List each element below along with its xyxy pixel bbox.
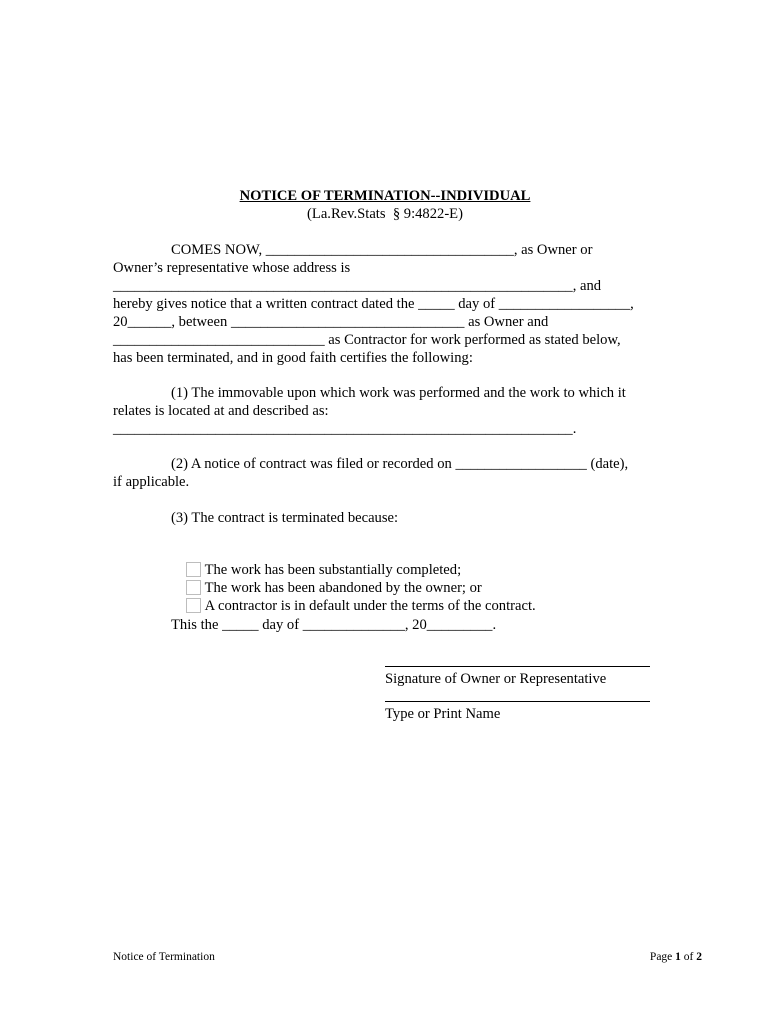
intro-line-3: _______________________________________________________________, and — [113, 278, 602, 294]
intro-line-4: hereby gives notice that a written contract dated the _____ day of __________________, — [113, 296, 634, 312]
intro-line-1: COMES NOW, __________________________________, as Owner or — [171, 242, 593, 258]
print-name-line[interactable] — [385, 701, 650, 702]
item1-line-2: relates is located at and described as: — [113, 403, 329, 419]
item1-line-1: (1) The immovable upon which work was performed and the work to which it — [171, 385, 626, 401]
footer-title: Notice of Termination — [113, 951, 215, 963]
intro-line-7: has been terminated, and in good faith certifies the following: — [113, 350, 473, 366]
option-label: A contractor is in default under the terms of the contract. — [204, 598, 536, 614]
item1-line-3: _______________________________________________________________. — [113, 421, 577, 437]
date-line: This the _____ day of ______________, 20_________. — [171, 617, 497, 633]
item2-line-1: (2) A notice of contract was filed or recorded on __________________ (date), — [171, 456, 629, 472]
document-title: NOTICE OF TERMINATION--INDIVIDUAL — [239, 188, 531, 204]
option-label: The work has been substantially completed; — [204, 562, 462, 578]
statute-citation: (La.Rev.Stats § 9:4822-E) — [307, 206, 463, 222]
page-number: Page 1 of 2 — [649, 951, 702, 963]
item3-heading: (3) The contract is terminated because: — [171, 510, 399, 526]
signature-line[interactable] — [385, 666, 650, 667]
intro-line-5: 20______, between ________________________________ as Owner and — [113, 314, 549, 330]
item2-line-2: if applicable. — [113, 474, 190, 490]
option-label: The work has been abandoned by the owner; or — [204, 580, 482, 596]
checkbox[interactable] — [186, 598, 201, 613]
print-name-label: Type or Print Name — [385, 706, 501, 722]
signature-label: Signature of Owner or Representative — [385, 671, 607, 687]
intro-line-2: Owner’s representative whose address is — [113, 260, 351, 276]
intro-line-6: _____________________________ as Contractor for work performed as stated below, — [113, 332, 621, 348]
